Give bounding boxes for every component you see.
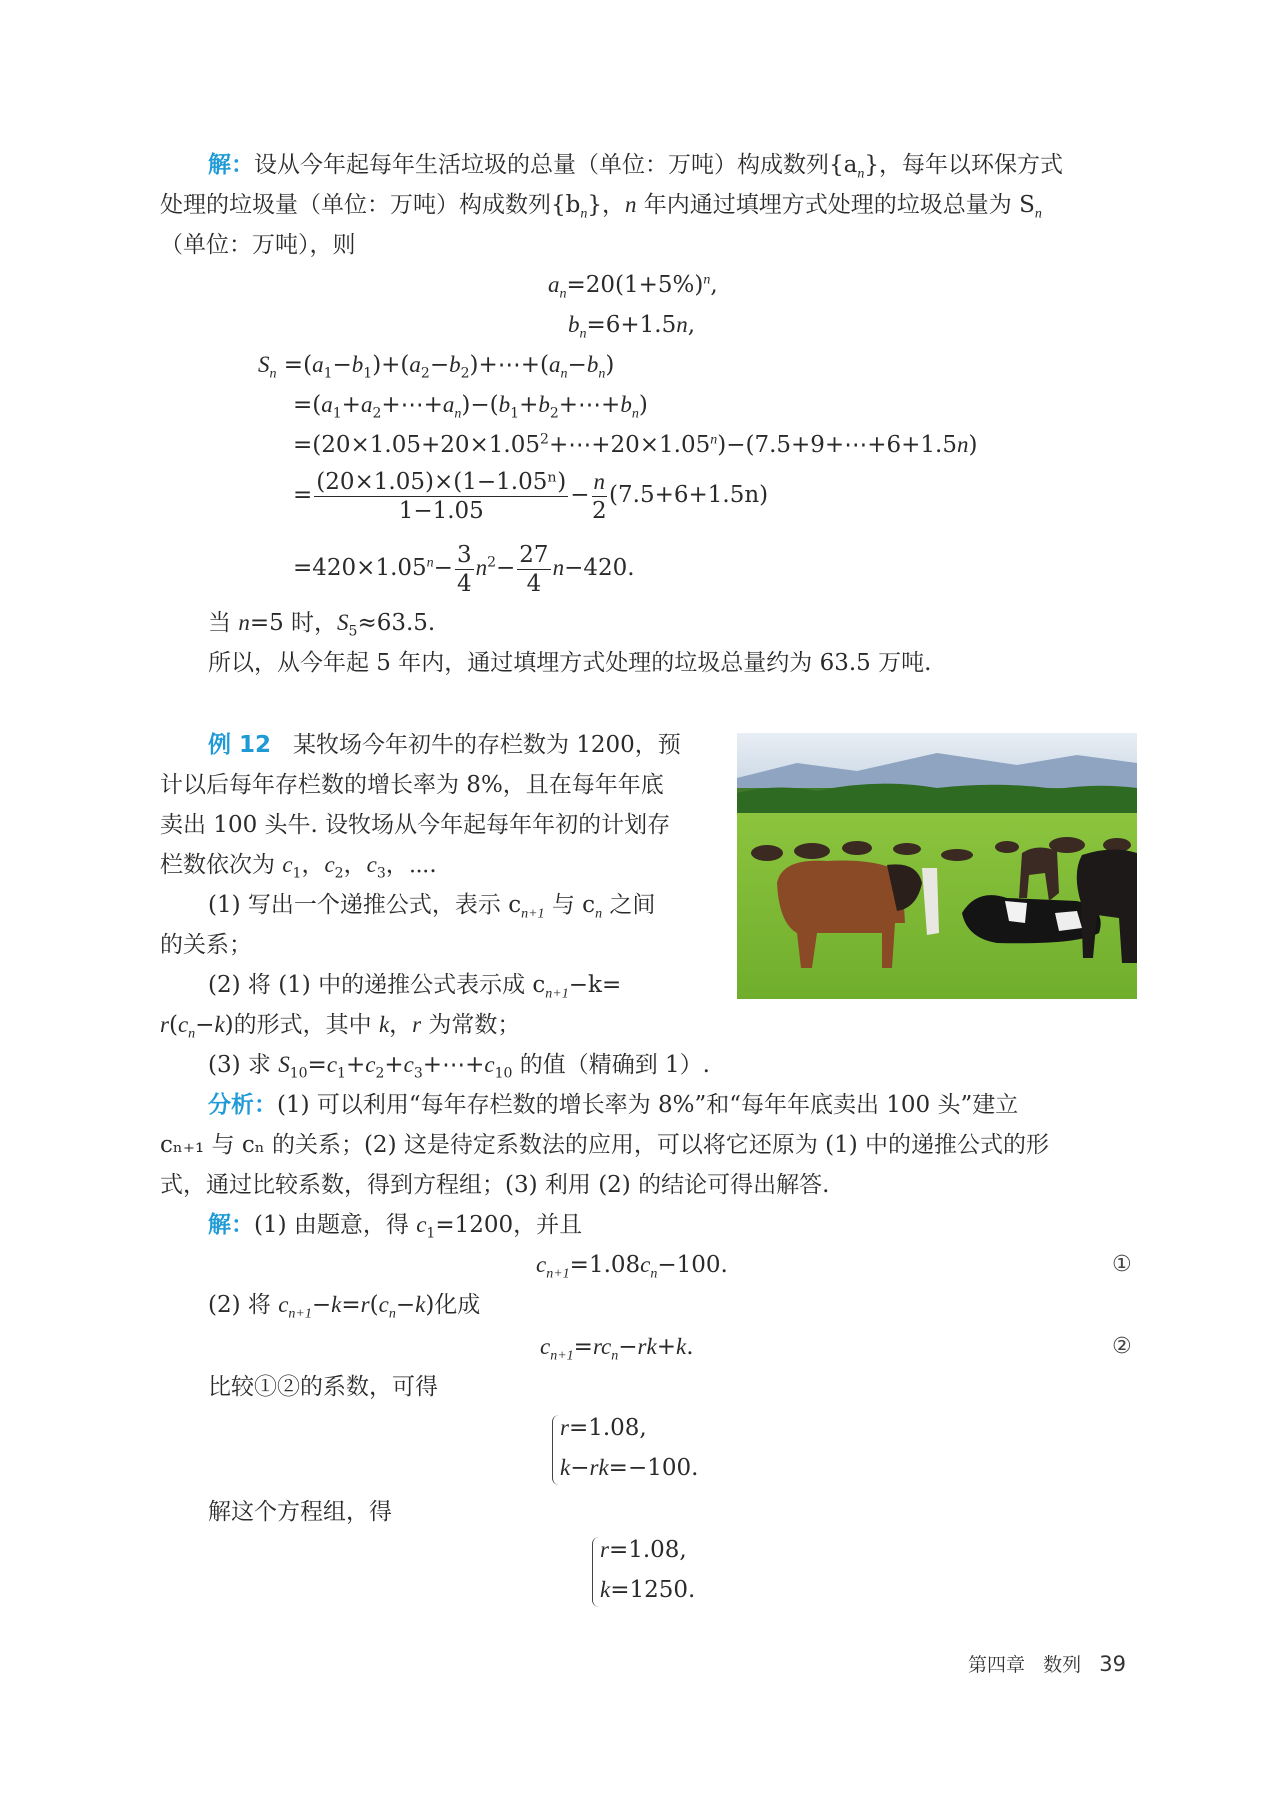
question-2-line-2: $r(c_n-k)$的形式，其中 k，r 为常数； bbox=[160, 1012, 521, 1042]
example-12-line-2: 计以后每年存栏数的增长率为 8%，且在每年年底 bbox=[160, 772, 664, 798]
analysis-label: 分析： bbox=[208, 1092, 277, 1118]
example-12-line-4: 栏数依次为 $c_1$，$c_2$，$c_3$，⋯. bbox=[160, 852, 437, 882]
equation-sn-line-4: = $\frac{\text{(20×1.05)×(1−1.05ⁿ)}}{1-1.05}$ − $\frac{n}{2}$ (7.5+6+1.5n) bbox=[293, 468, 769, 524]
page-number: 39 bbox=[1099, 1652, 1127, 1676]
analysis-line-1: 分析：(1) 可以利用“每年存栏数的增长率为 8%”和“每年年底卖出 100 头”建立 bbox=[208, 1092, 1019, 1118]
solution-paragraph-line-2: 处理的垃圾量（单位：万吨）构成数列$\{b_n\}$，n 年内通过填埋方式处理的垃圾总量为 $S_n$ bbox=[160, 192, 1042, 222]
solution2-line-1: 解：(1) 由题意，得 $c_1=1200$，并且 bbox=[208, 1212, 583, 1242]
solution-paragraph-line-1: 解：设从今年起每年生活垃圾的总量（单位：万吨）构成数列$\{a_n\}$，每年以环保方式 bbox=[208, 152, 1063, 182]
equation-bn: $b_n=6+1.5n$, bbox=[568, 312, 696, 342]
equation-sn-line-3: $=(20\times 1.05+20\times 1.05^2+\cdots+20\times 1.05^n)-(7.5+9+\cdots+6+1.5n)$ bbox=[293, 431, 978, 458]
equation-2: $c_{n+1}=rc_n-rk+k$. bbox=[540, 1334, 694, 1364]
equation-tag-1: ① bbox=[1112, 1252, 1132, 1277]
solution-label: 解： bbox=[208, 152, 254, 178]
section-label: 数列 bbox=[1043, 1654, 1082, 1676]
solution2-line-3: 比较①②的系数，可得 bbox=[208, 1374, 438, 1400]
solution2-line-2: (2) 将 $c_{n+1}-k=r(c_n-k)$化成 bbox=[208, 1292, 481, 1322]
equation-sn-line-1: $S_n$ $=(a_1-b_1)+(a_2-b_2)+\cdots+(a_n-b_n)$ bbox=[258, 352, 615, 382]
equation-an: $a_n=20(1+5\%)^n$, bbox=[548, 272, 718, 302]
cows-pasture-photo bbox=[737, 733, 1137, 999]
analysis-line-2: cₙ₊₁ 与 cₙ 的关系；(2) 这是待定系数法的应用，可以将它还原为 (1) 中的递推公式的形 bbox=[160, 1132, 1050, 1158]
chapter-label: 第四章 bbox=[968, 1654, 1026, 1676]
solution-conclusion: 所以，从今年起 5 年内，通过填埋方式处理的垃圾总量约为 63.5 万吨. bbox=[208, 650, 932, 676]
question-1: (1) 写出一个递推公式，表示 $c_{n+1}$ 与 $c_n$ 之间 bbox=[208, 892, 656, 922]
question-1-line-2: 的关系； bbox=[160, 932, 252, 958]
when-n-5-line: 当 n=5 时，$S_5\approx 63.5$. bbox=[208, 610, 436, 640]
fraction: $\frac{\text{(20×1.05)×(1−1.05ⁿ)}}{1-1.05}$ bbox=[316, 468, 567, 524]
equation-sn-line-2: $=(a_1+a_2+\cdots+a_n)-(b_1+b_2+\cdots+b_n)$ bbox=[293, 392, 648, 422]
question-2: (2) 将 (1) 中的递推公式表示成 $c_{n+1}-k=$ bbox=[208, 972, 622, 1002]
solution-label: 解： bbox=[208, 1212, 254, 1238]
left-brace bbox=[552, 1415, 559, 1485]
solution2-line-4: 解这个方程组，得 bbox=[208, 1499, 392, 1525]
equation-tag-2: ② bbox=[1112, 1334, 1132, 1359]
left-brace bbox=[592, 1537, 599, 1607]
question-3: (3) 求 $S_{10}=c_1+c_2+c_3+\cdots+c_{10}$ 的值（精确到 1）. bbox=[208, 1052, 710, 1082]
example-12-line-1: 例 12 某牧场今年初牛的存栏数为 1200，预 bbox=[208, 732, 681, 758]
equation-1: $c_{n+1}=1.08c_n-100$. bbox=[536, 1252, 728, 1282]
example-label: 例 12 bbox=[208, 732, 272, 758]
equation-sn-line-5: $=420\times 1.05^n-$ $\frac{3}{4}$ $n^2-$ $\frac{27}{4}$ n−420. bbox=[293, 541, 635, 597]
analysis-line-3: 式，通过比较系数，得到方程组；(3) 利用 (2) 的结论可得出解答. bbox=[160, 1172, 830, 1198]
solution-paragraph-line-3: （单位：万吨），则 bbox=[160, 232, 356, 258]
page-footer bbox=[968, 1650, 1126, 1677]
example-12-line-3: 卖出 100 头牛. 设牧场从今年起每年年初的计划存 bbox=[160, 812, 671, 838]
